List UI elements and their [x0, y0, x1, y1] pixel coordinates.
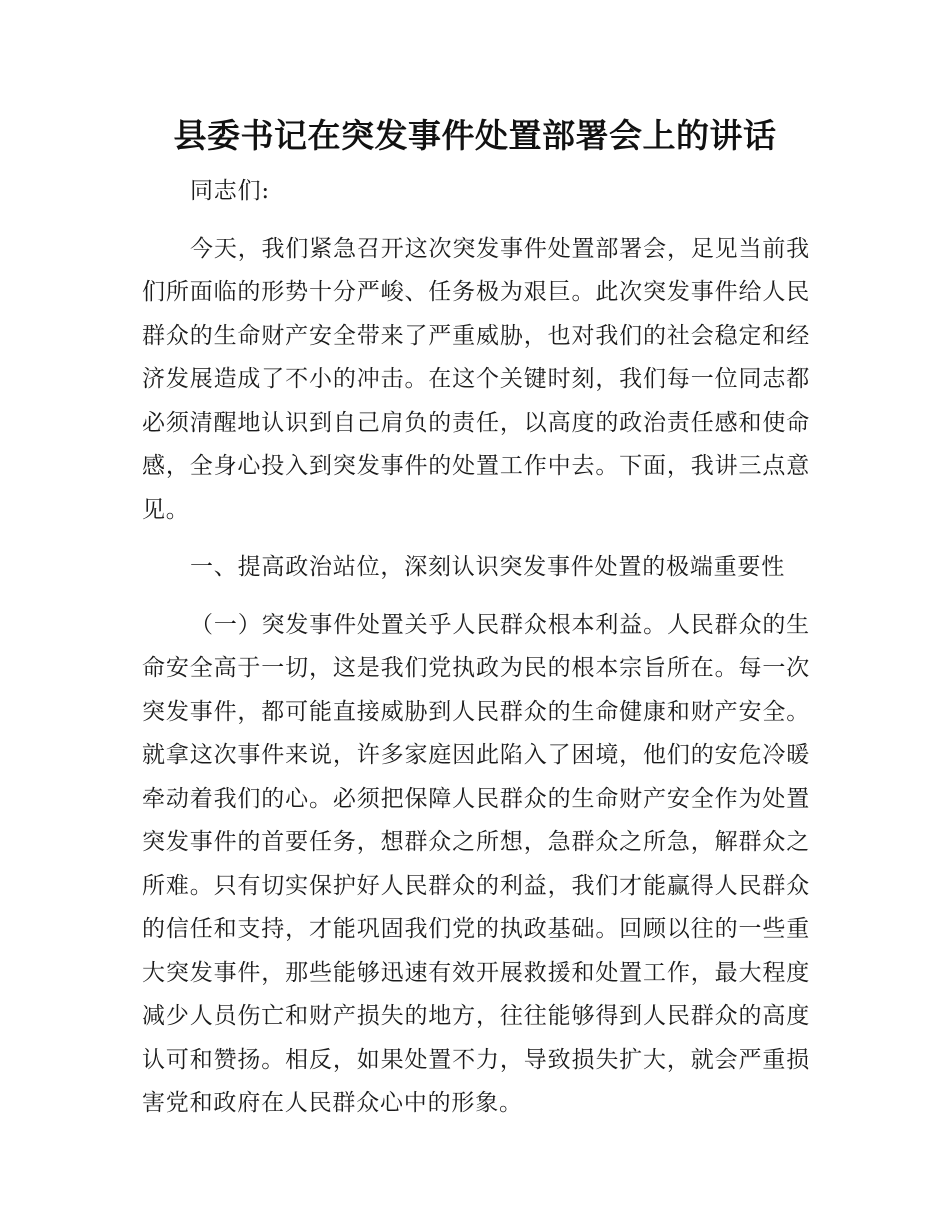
- document-title: 县委书记在突发事件处置部署会上的讲话: [173, 116, 777, 155]
- salutation: 同志们:: [190, 178, 270, 204]
- paragraph-intro: 今天，我们紧急召开这次突发事件处置部署会，足见当前我们所面临的形势十分严峻、任务极为艰巨。此次突发事件给人民群众的生命财产安全带来了严重威胁，也对我们的社会稳定和经济发展造成了不小的冲击。在这个关键时刻，我们每一位同志都必须清醒地认识到自己肩负的责任，以高度的政治责任感和使命感，全身心投入到突发事件的处置工作中去。下面，我讲三点意见。: [142, 235, 810, 523]
- document-body: [142, 170, 810, 1126]
- paragraph-point-1: （一）突发事件处置关乎人民群众根本利益。人民群众的生命安全高于一切，这是我们党执政为民的根本宗旨所在。每一次突发事件，都可能直接威胁到人民群众的生命健康和财产安全。就拿这次事件来说，许多家庭因此陷入了困境，他们的安危冷暖牵动着我们的心。必须把保障人民群众的生命财产安全作为处置突发事件的首要任务，想群众之所想，急群众之所急，解群众之所难。只有切实保护好人民群众的利益，我们才能赢得人民群众的信任和支持，才能巩固我们党的执政基础。回顾以往的一些重大突发事件，那些能够迅速有效开展救援和处置工作，最大程度减少人员伤亡和财产损失的地方，往往能够得到人民群众的高度认可和赞扬。相反，如果处置不力，导致损失扩大，就会严重损害党和政府在人民群众心中的形象。: [142, 611, 810, 1116]
- section-heading-1: 一、提高政治站位，深刻认识突发事件处置的极端重要性: [190, 554, 785, 580]
